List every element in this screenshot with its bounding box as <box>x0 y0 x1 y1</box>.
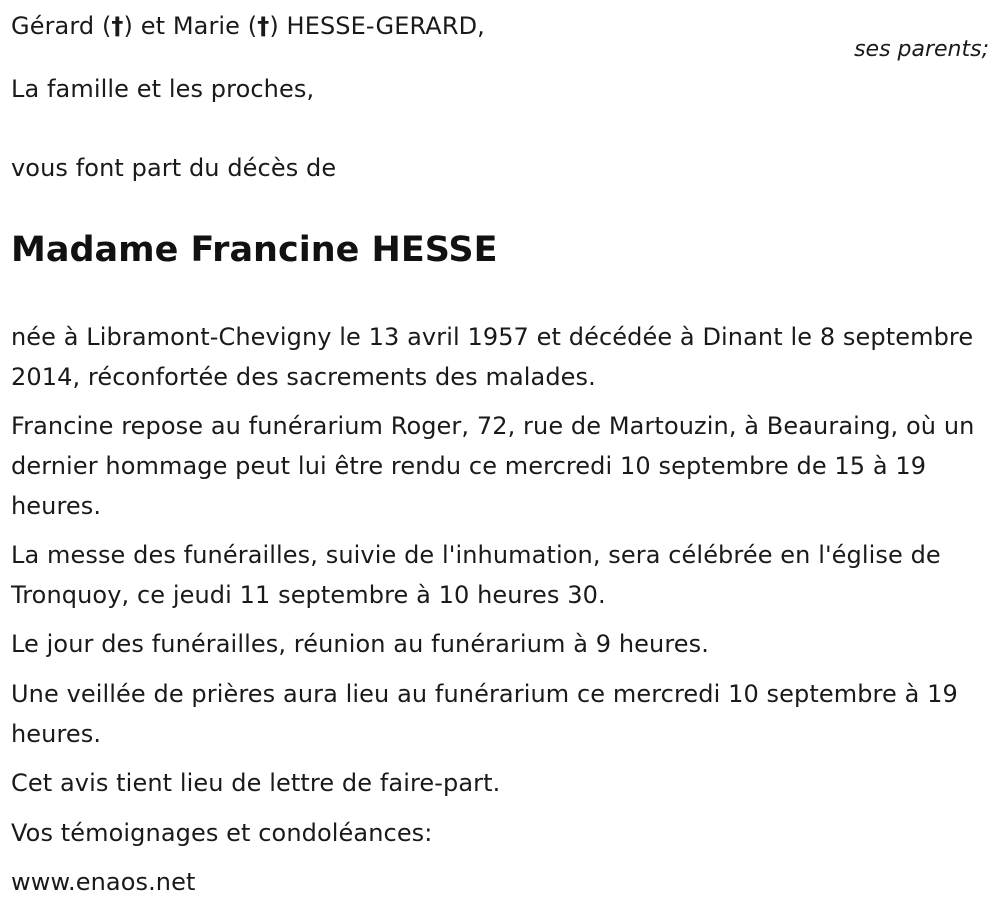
parents-line <box>11 6 485 46</box>
condolences-label: Vos témoignages et condoléances: <box>11 819 433 847</box>
parents-text-3: ) HESSE-GERARD, <box>269 12 485 40</box>
funeral-home-paragraph: Francine repose au funérarium Roger, 72, rue de Martouzin, à Beauraing, où un dernier hommage peut lui être rendu ce mercredi 10 septembre de 15 à 19 heures. <box>11 412 975 520</box>
mass-paragraph: La messe des funérailles, suivie de l'inhumation, sera célébrée en l'église de Tronquoy, ce jeudi 11 septembre à 10 heures 30. <box>11 541 941 609</box>
family-line: La famille et les proches, <box>11 75 315 103</box>
gathering-paragraph: Le jour des funérailles, réunion au funérarium à 9 heures. <box>11 630 709 658</box>
vigil-paragraph: Une veillée de prières aura lieu au funérarium ce mercredi 10 septembre à 19 heures. <box>11 680 958 748</box>
parents-text-1: Gérard ( <box>11 12 112 40</box>
parents-text-2: ) et Marie ( <box>123 12 258 40</box>
cross-icon: † <box>257 12 270 40</box>
birth-death-paragraph: née à Libramont-Chevigny le 13 avril 1957 et décédée à Dinant le 8 septembre 2014, réconfortée des sacrements des malades. <box>11 323 974 391</box>
cross-icon: † <box>111 12 124 40</box>
deceased-name: Madame Francine HESSE <box>11 230 498 270</box>
notice-paragraph: Cet avis tient lieu de lettre de faire-part. <box>11 769 501 797</box>
announce-line: vous font part du décès de <box>11 154 337 182</box>
website-link[interactable]: www.enaos.net <box>11 868 196 896</box>
parents-role: ses parents; <box>854 37 989 62</box>
